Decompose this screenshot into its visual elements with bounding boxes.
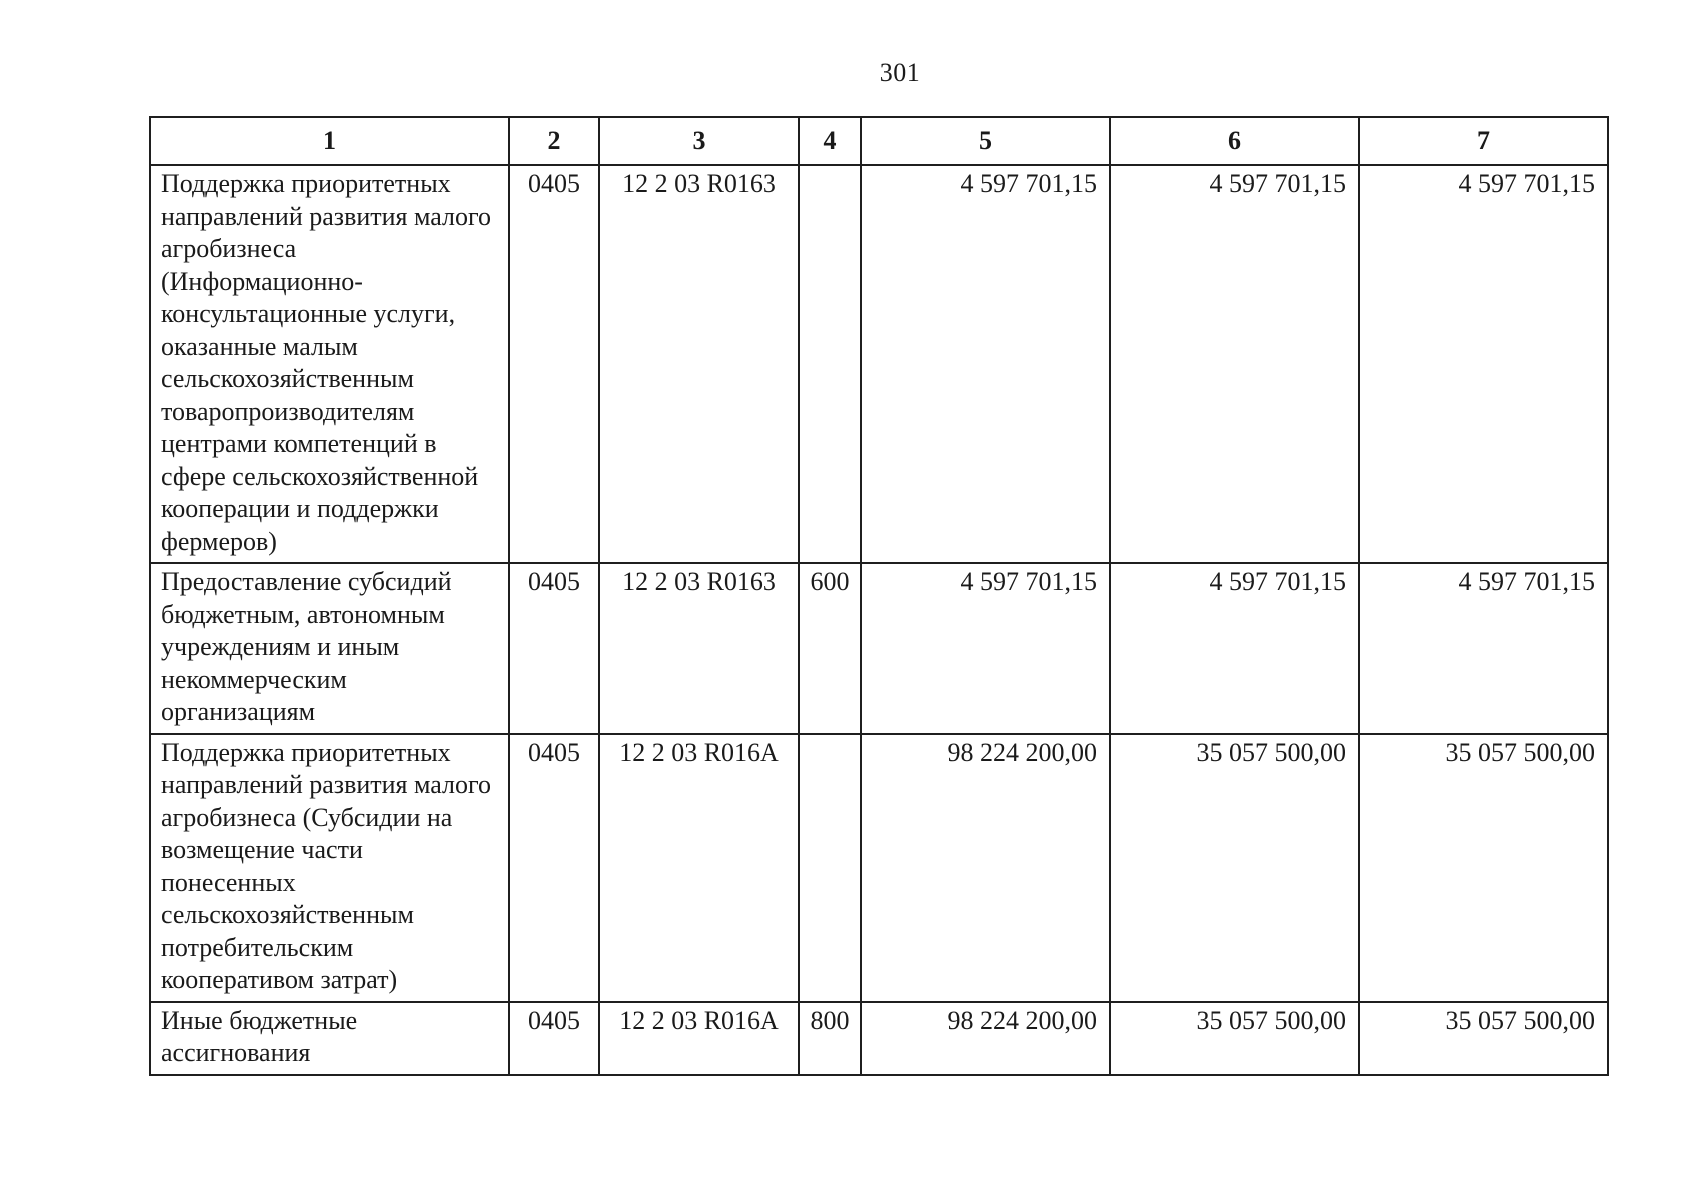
row-amount-col-5: 98 224 200,00: [861, 1002, 1110, 1075]
row-name: Поддержка приоритетных направлений развития малого агробизнеса (Информационно-консультационные услуги, оказанные малым сельскохозяйственным товаропроизводителям центрами компетенций в сфере сельскохозяйственной кооперации и поддержки фермеров): [150, 165, 509, 563]
row-amount-col-6: 4 597 701,15: [1110, 563, 1359, 734]
row-target-code: 12 2 03 R0163: [599, 165, 799, 563]
row-expense-type: 600: [799, 563, 861, 734]
budget-table: [149, 116, 1609, 1076]
row-target-code: 12 2 03 R016A: [599, 734, 799, 1002]
row-amount-col-6: 35 057 500,00: [1110, 1002, 1359, 1075]
table-row: [150, 734, 1608, 1002]
row-amount-col-5: 98 224 200,00: [861, 734, 1110, 1002]
page-number: 301: [879, 58, 921, 87]
row-section-code: 0405: [509, 563, 599, 734]
row-amount-col-5: 4 597 701,15: [861, 165, 1110, 563]
row-target-code: 12 2 03 R016A: [599, 1002, 799, 1075]
table-row: [150, 563, 1608, 734]
row-amount-col-6: 4 597 701,15: [1110, 165, 1359, 563]
header-col-4: 4: [799, 117, 861, 165]
header-col-7: 7: [1359, 117, 1608, 165]
row-amount-col-7: 35 057 500,00: [1359, 1002, 1608, 1075]
row-amount-col-5: 4 597 701,15: [861, 563, 1110, 734]
header-col-3: 3: [599, 117, 799, 165]
header-col-6: 6: [1110, 117, 1359, 165]
row-amount-col-7: 35 057 500,00: [1359, 734, 1608, 1002]
row-name: Иные бюджетные ассигнования: [150, 1002, 509, 1075]
row-target-code: 12 2 03 R0163: [599, 563, 799, 734]
row-section-code: 0405: [509, 734, 599, 1002]
table-body: [150, 165, 1608, 1075]
row-name: Поддержка приоритетных направлений развития малого агробизнеса (Субсидии на возмещение части понесенных сельскохозяйственным потребительским кооперативом затрат): [150, 734, 509, 1002]
row-expense-type: [799, 165, 861, 563]
row-amount-col-7: 4 597 701,15: [1359, 563, 1608, 734]
header-col-1: 1: [150, 117, 509, 165]
row-expense-type: 800: [799, 1002, 861, 1075]
row-amount-col-6: 35 057 500,00: [1110, 734, 1359, 1002]
table-header: [150, 117, 1608, 165]
row-amount-col-7: 4 597 701,15: [1359, 165, 1608, 563]
header-col-5: 5: [861, 117, 1110, 165]
table-row: [150, 165, 1608, 563]
row-section-code: 0405: [509, 1002, 599, 1075]
row-section-code: 0405: [509, 165, 599, 563]
table-row: [150, 1002, 1608, 1075]
header-row: [150, 117, 1608, 165]
row-expense-type: [799, 734, 861, 1002]
row-name: Предоставление субсидий бюджетным, автономным учреждениям и иным некоммерческим организациям: [150, 563, 509, 734]
header-col-2: 2: [509, 117, 599, 165]
